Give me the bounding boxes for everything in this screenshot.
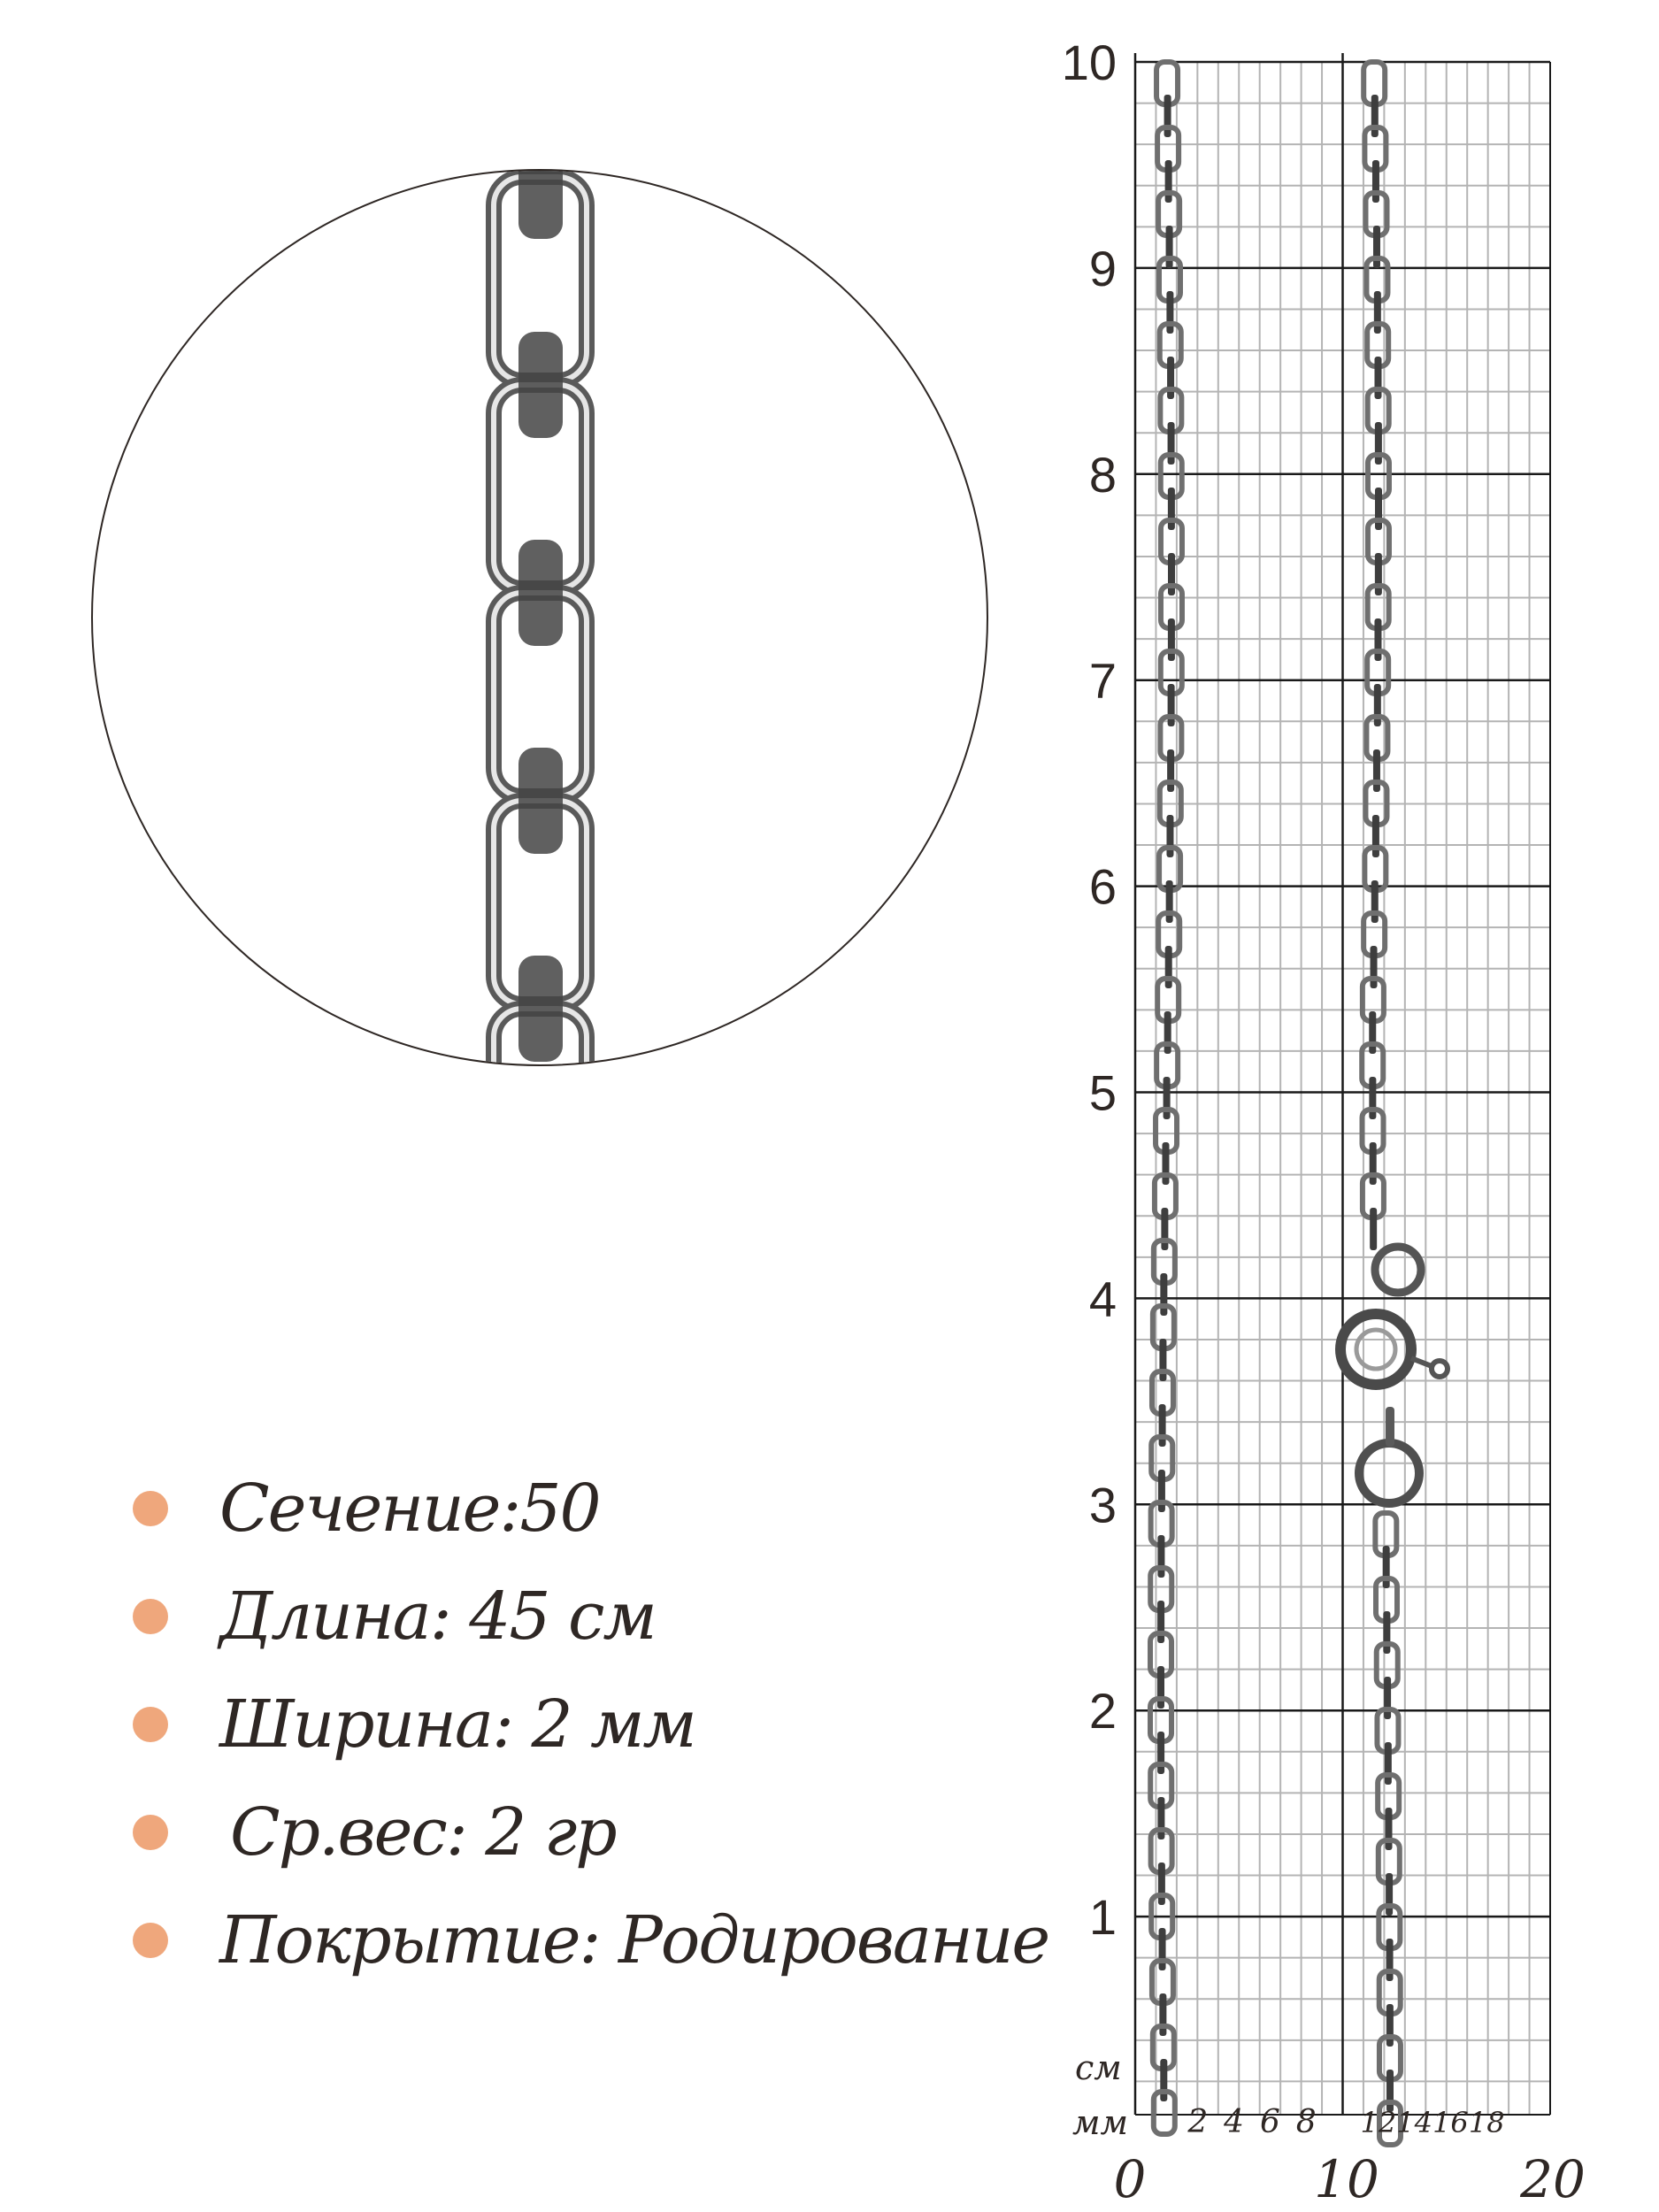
chain-link [1386,1873,1393,1916]
mm-unit-label: мм [1072,2103,1129,2142]
chain-link [1164,95,1171,137]
cm-unit-label: см [1075,2048,1122,2087]
cm-tick-label: 8 [1088,446,1117,503]
mm-tick-label: 12 [1360,2106,1397,2139]
chain-link [1164,1077,1171,1119]
cm-tick-label: 6 [1088,858,1117,915]
mm-major-label: 0 [1113,2149,1147,2209]
chain-link [1157,1601,1164,1643]
spec-row-length [133,1568,656,1665]
chain-link [1370,1208,1377,1250]
mm-tick-label: 14 [1396,2106,1432,2139]
chain-link [1168,684,1175,726]
spec-row-weight [133,1784,616,1881]
chain-link [1159,1404,1166,1447]
mm-major-label: 20 [1520,2149,1586,2209]
spec-label: Длина: [219,1578,450,1655]
spec-text [219,1902,1048,1978]
spec-value: 2 гр [485,1794,616,1870]
chain-link [1370,1142,1377,1185]
chain-link [1160,1273,1167,1316]
chain-link [1159,1339,1166,1381]
spec-value: 50 [519,1471,600,1547]
mm-small-labels [1187,2104,1504,2140]
chain-link [1168,618,1175,661]
mm-big-labels [1114,2149,1586,2209]
bullet-icon [133,1491,168,1526]
zoom-circle [92,142,987,1212]
chain-link [1369,1077,1376,1119]
cm-tick-label: 3 [1088,1477,1117,1533]
mm-tick-label: 8 [1295,2104,1317,2140]
chain-link [1386,1939,1394,1981]
chain-link [1168,488,1175,530]
cm-tick-label: 10 [1061,35,1117,90]
clasp-icon [1340,1247,1448,1503]
chain-link [1159,1928,1166,1970]
mm-tick-label: 6 [1259,2104,1280,2140]
spec-text [219,1794,616,1870]
cm-tick-label: 9 [1088,240,1117,296]
chain-link [1383,1611,1390,1654]
chain-link [1371,946,1378,988]
chain-link [1375,488,1382,530]
spec-label: Покрытие: [219,1902,600,1978]
chain-link [1383,1546,1390,1588]
chain-link [1373,749,1380,792]
chain-link [1371,880,1379,923]
chain-link [1165,160,1172,203]
chain-link [1167,357,1174,399]
chain-link [1374,357,1381,399]
mm-tick-label: 2 [1187,2104,1209,2140]
chain-link [1166,815,1173,857]
mm-tick-label: 4 [1224,2104,1245,2140]
mm-tick-label: 16 [1432,2106,1469,2139]
chain-link [1384,1677,1391,1719]
chain-link [1374,291,1381,334]
chain-link [1166,226,1173,268]
chain-link [1161,1208,1168,1250]
chain-link [1166,880,1173,923]
cm-tick-label: 2 [1088,1683,1117,1740]
chain-link [1371,95,1379,137]
spec-value: 45 см [469,1578,656,1655]
chain-link [1386,2004,1394,2047]
spec-label: Ширина: [219,1686,512,1763]
chain-link [1157,1666,1164,1709]
chain-link [1162,1142,1169,1185]
chain-link [1168,553,1175,595]
chain-link [1157,1535,1164,1578]
mm-tick-label: 18 [1468,2106,1505,2139]
cm-tick-label: 7 [1088,652,1117,709]
chain-link [1374,618,1381,661]
chain-link [1160,2059,1167,2101]
chain-link [1375,422,1382,465]
spec-row-section [133,1460,600,1557]
chain-link [1157,1732,1164,1774]
chain-link [1374,684,1381,726]
bullet-icon [133,1923,168,1958]
chain-strand-right-lower [1375,1513,1401,2145]
cm-tick-label: 5 [1088,1064,1117,1121]
spec-value: Родирование [618,1902,1049,1978]
chain-link [1375,553,1382,595]
chain-link [1166,291,1173,334]
chain-link [1165,946,1172,988]
chain-link [1373,226,1380,268]
chain-link [1164,1011,1171,1054]
chain-link [1369,1011,1376,1054]
spec-text [219,1471,600,1547]
chain-link [1386,1808,1393,1850]
cm-tick-label: 1 [1088,1889,1117,1946]
bullet-icon [133,1815,168,1850]
chain-link [1158,1470,1165,1512]
chain-link [1158,1863,1165,1905]
chain-link [1167,749,1174,792]
chain-link [1168,422,1175,465]
spec-row-coating [133,1892,1048,1989]
spec-text [219,1578,656,1655]
cm-scale-labels [1062,35,1117,1945]
spec-value: 2 мм [531,1686,695,1763]
chain-link [1372,815,1379,857]
chain-link [1385,1742,1392,1785]
spec-label: Ср.вес: [230,1794,466,1870]
chain-link [1157,1797,1164,1839]
bullet-icon [133,1599,168,1634]
chain-link [1372,160,1379,203]
spec-text [219,1686,695,1763]
chain-link [1159,1993,1166,2036]
spec-label: Сечение: [219,1471,520,1547]
mm-major-label: 10 [1314,2149,1379,2209]
cm-tick-label: 4 [1088,1271,1117,1327]
spec-row-width [133,1676,695,1773]
bullet-icon [133,1707,168,1742]
measurement-grid [1135,53,1550,2115]
